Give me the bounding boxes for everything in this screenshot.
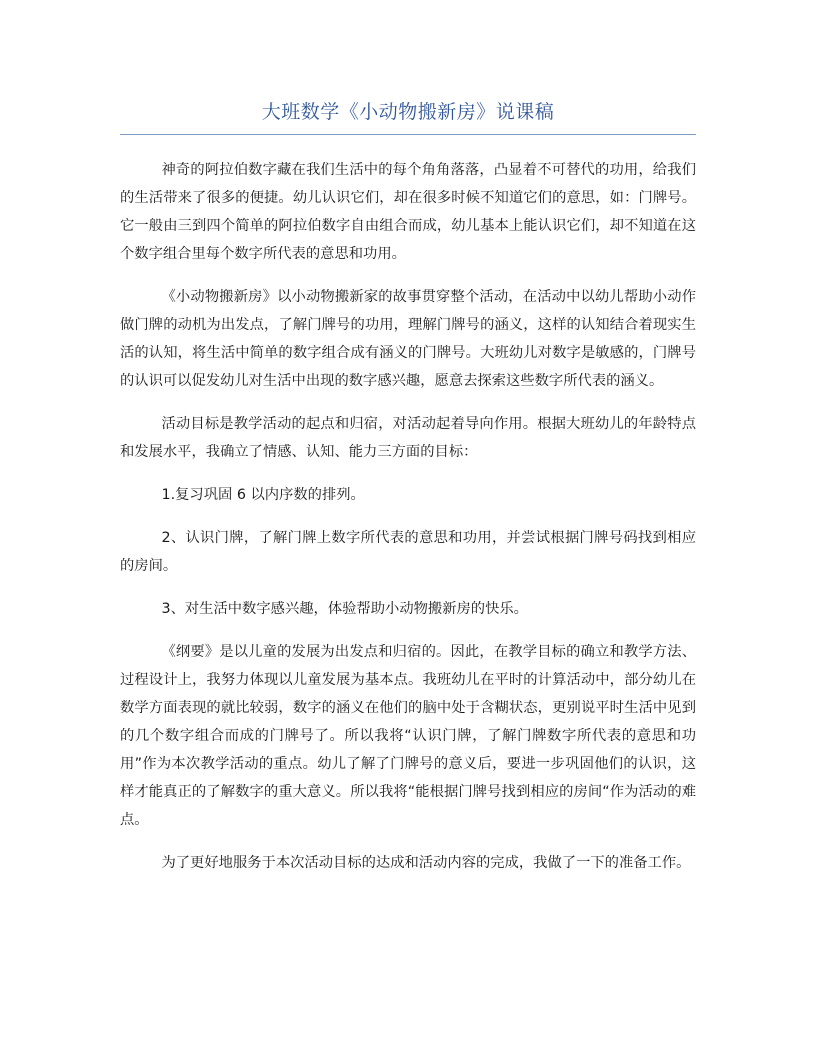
paragraph-goals-intro: 活动目标是教学活动的起点和归宿，对活动起着导向作用。根据大班幼儿的年龄特点和发展水平，我确立了情感、认知、能力三方面的目标： (120, 416, 696, 460)
paragraph-goal-3: 3、对生活中数字感兴趣，体验帮助小动物搬新房的快乐。 (161, 601, 528, 617)
paragraph-activity-overview: 《小动物搬新房》以小动物搬新家的故事贯穿整个活动，在活动中以幼儿帮助小动作做门牌的动机为出发点，了解门牌号的功用，理解门牌号的涵义，这样的认知结合着现实生活的认知，将生活中简单的数字组合成有涵义的门牌号。大班幼儿对数字是敏感的，门牌号的认识可以促发幼儿对生活中出现的数字感兴趣，愿意去探索这些数字所代表的涵义。 (120, 289, 696, 389)
paragraph-preparation: 为了更好地服务于本次活动目标的达成和活动内容的完成，我做了一下的准备工作。 (161, 855, 691, 871)
paragraph-intro: 神奇的阿拉伯数字藏在我们生活中的每个角角落落，凸显着不可替代的功用，给我们的生活带来了很多的便捷。幼儿认识它们，却在很多时候不知道它们的意思，如：门牌号。它一般由三到四个简单的阿拉伯数字自由组合而成，幼儿基本上能认识它们，却不知道在这个数字组合里每个数字所代表的意思和功用。 (120, 162, 696, 262)
title-divider (120, 134, 696, 135)
paragraph-key-points: 《纲要》是以儿童的发展为出发点和归宿的。因此，在教学目标的确立和教学方法、过程设计上，我努力体现以儿童发展为基本点。我班幼儿在平时的计算活动中，部分幼儿在数学方面表现的就比较弱，数字的涵义在他们的脑中处于含糊状态，更别说平时生活中见到的几个数字组合而成的门牌号了。所以我将“认识门牌，了解门牌数字所代表的意思和功用”作为本次教学活动的重点。幼儿了解了门牌号的意义后，要进一步巩固他们的认识，这样才能真正的了解数字的重大意义。所以我将“能根据门牌号找到相应的房间“作为活动的难点。 (120, 644, 696, 828)
paragraph-goal-1: 1.复习巩固 6 以内序数的排列。 (161, 487, 365, 503)
document-body (120, 156, 696, 892)
document-title: 大班数学《小动物搬新房》说课稿 (261, 101, 555, 123)
paragraph-goal-2: 2、认识门牌，了解门牌上数字所代表的意思和功用，并尝试根据门牌号码找到相应的房间。 (120, 530, 696, 574)
